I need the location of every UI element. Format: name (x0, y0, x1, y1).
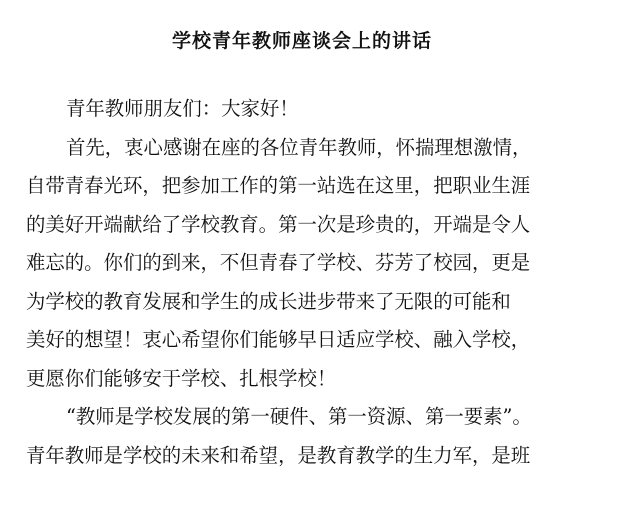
paragraph-line: 更愿你们能够安于学校、扎根学校！ (26, 366, 337, 390)
paragraph-line: 为学校的教育发展和学生的成长进步带来了无限的可能和 (26, 289, 511, 313)
paragraph-line: 首先，衷心感谢在座的各位青年教师，怀揣理想激情， (66, 135, 532, 159)
document-body (26, 90, 606, 475)
paragraph-line: 青年教师是学校的未来和希望，是教育教学的生力军，是班 (26, 443, 531, 467)
paragraph-line: 的美好开端献给了学校教育。第一次是珍贵的，开端是令人 (26, 212, 531, 236)
salutation-line: 青年教师朋友们：大家好！ (66, 97, 299, 120)
paragraph-line: “教师是学校发展的第一硬件、第一资源、第一要素”。 (66, 405, 532, 428)
paragraph-line: 美好的想望！衷心希望你们能够早日适应学校、融入学校， (26, 328, 531, 351)
paragraph-line: 难忘的。你们的到来，不但青春了学校、芬芳了校园，更是 (26, 251, 531, 274)
paragraph-line: 自带青春光环，把参加工作的第一站选在这里，把职业生涯 (26, 174, 531, 197)
document-title: 学校青年教师座谈会上的讲话 (171, 30, 432, 52)
